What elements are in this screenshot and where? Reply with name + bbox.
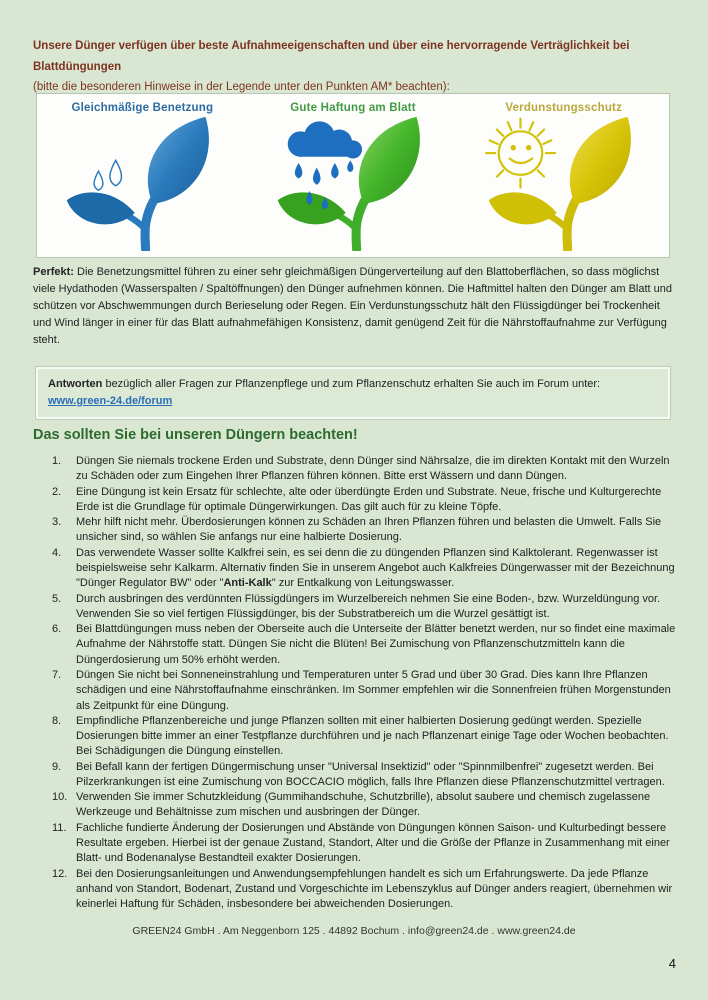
intro-header-line2: (bitte die besonderen Hinweise in der Legende unter den Punkten AM* beachten): (33, 81, 450, 94)
list-item-number: 10. (52, 791, 68, 804)
list-item-number: 9. (52, 760, 62, 773)
illustration-panel (36, 93, 670, 258)
list-item (36, 867, 678, 913)
list-item (36, 485, 678, 516)
green-plant-with-rain-cloud-icon (255, 115, 451, 251)
figure-verdunstung-title: Verdunstungsschutz (505, 102, 623, 114)
figure-benetzung (37, 94, 248, 257)
figure-verdunstung (458, 94, 669, 257)
footer-address: GREEN24 GmbH . Am Neggenborn 125 . 44892 Bochum . info@green24.de . www.green24.de (132, 925, 576, 937)
list-item-number: 8. (52, 714, 62, 727)
forum-label: Antworten (48, 378, 103, 390)
list-item-number: 5. (52, 592, 62, 605)
list-item (36, 622, 678, 668)
page-number: 4 (668, 956, 676, 971)
list-item-text: Das verwendete Wasser sollte Kalkfrei sein, es sei denn die zu düngenden Pflanzen sind Kalktolerant. Regenwasser ist beispielsweise sehr Kalkarm. Alternativ finden Sie in unserem Angebot auch Kalkfreies Düngerwasser mit der Bezeichnung "Dünger Regulator BW" oder "Anti-Kalk" zur Entkalkung von Leitungswasser. (76, 546, 675, 590)
perfekt-text: Die Benetzungsmittel führen zu einer sehr gleichmäßigen Düngerverteilung auf den Blattoberflächen, so dass möglichst viele Hydathoden (Wasserspalten / Spaltöffnungen) den Dünger aufnehmen können. Die Haftmittel halten den Dünger am Blatt und schützen vor Abschwemmungen durch Berieselung oder Regen. Ein Verdunstungsschutz hält den Flüssigdünger bei Trockenheit und Wind länger in einer für das Blatt aufnahmefähigen Konsistenz, damit genügend Zeit für die Nährstoffaufnahme zur Verfügung steht. (33, 266, 673, 347)
list-item (36, 714, 678, 760)
list-item-number: 6. (52, 623, 62, 636)
list-item (36, 760, 678, 791)
list-item-text: Bei Befall kann der fertigen Düngermischung unser "Universal Insektizid" oder "Spinnmilbenfrei" zugesetzt werden. Bei Pilzerkrankungen ist eine Zumischung von BOCCACIO möglich, falls Ihre Pflanzen diese Pflanzenschutzmittel vertragen. (76, 760, 665, 788)
figure-haftung-title: Gute Haftung am Blatt (290, 102, 416, 114)
list-item-text: Düngen Sie nicht bei Sonneneinstrahlung und Temperaturen unter 5 Grad und über 30 Grad. Dies kann Ihre Pflanzen schädigen und eine Nährstoffaufnahme einschränken. Im Sommer empfehlen wir die Sonnenfreien frühen Morgenstunden als Zeitpunkt für eine Düngung. (76, 668, 671, 712)
list-item (36, 515, 678, 546)
list-item-text: Empfindliche Pflanzenbereiche und junge Pflanzen sollten mit einer halbierten Dosierung gedüngt werden. Spezielle Dosierungen bitte immer an einer Testpflanze durchführen und je nach Pflanzenart einige Tage oder Wochen beobachten. Bei Schädigungen die Düngung einstellen. (76, 714, 669, 758)
list-item (36, 790, 678, 821)
list-item-number: 3. (52, 516, 62, 529)
intro-header (33, 36, 681, 98)
checklist-heading: Das sollten Sie bei unseren Düngern beachten! (33, 427, 358, 443)
list-item-number: 1. (52, 455, 62, 467)
list-item (36, 454, 678, 485)
list-item-number: 2. (52, 485, 62, 498)
forum-info-box (36, 367, 670, 419)
figure-benetzung-title: Gleichmäßige Benetzung (71, 102, 214, 114)
blue-plant-with-water-drops-icon (44, 115, 240, 251)
forum-link[interactable]: www.green-24.de/forum (48, 395, 173, 408)
list-item (36, 821, 678, 867)
list-item-text: Mehr hilft nicht mehr. Überdosierungen können zu Schäden an Ihren Pflanzen führen und belasten die Umwelt. Falls Sie unsicher sind, so wählen Sie anfangs nur eine halbierte Dosierung. (76, 516, 662, 544)
perfekt-label: Perfekt: (33, 266, 74, 278)
figure-haftung (248, 94, 459, 257)
list-item-number: 4. (52, 546, 62, 559)
list-item-text: Düngen Sie niemals trockene Erden und Substrate, denn Dünger sind Nährsalze, die im direkten Kontakt mit den Wurzeln zu Schäden oder zum Eingehen Ihrer Pflanzen führen können. Bitte erst Wässern und dann Düngen. (76, 455, 670, 483)
list-item-text: Fachliche fundierte Änderung der Dosierungen und Abstände von Düngungen können Saison- und Kulturbedingt bessere Resultate ergeben. Hierbei ist der genaue Zustand, Standort, Alter und die Größe der Pflanze in Zusammenhang mit einer Blatt- und Bodenanalyse Bestandteil exakter Dosierungen. (76, 821, 670, 865)
list-item-text: Bei Blattdüngungen muss neben der Oberseite auch die Unterseite der Blätter benetzt werden, nur so findet eine maximale Aufnahme der Nährstoffe statt. Düngen Sie nicht die Blüten! Bei Zumischung von Pflanzenschutzmitteln kann die Düngerdosierung um 50% erhöht werden. (76, 623, 676, 666)
list-item-text: Durch ausbringen des verdünnten Flüssigdüngers im Wurzelbereich nehmen Sie eine Boden-, bzw. Wurzeldüngung vor. Verwenden Sie so viel fertigen Flüssigdünger, bis der Substratbereich um die Wurzel gesättigt ist. (76, 592, 661, 620)
list-item-number: 7. (52, 668, 62, 681)
list-item (36, 546, 678, 592)
list-item (36, 592, 678, 623)
list-item-number: 11. (52, 821, 67, 834)
perfekt-paragraph (33, 264, 681, 349)
list-item (36, 668, 678, 714)
yellow-plant-with-sun-icon (466, 115, 662, 251)
checklist (36, 454, 678, 912)
list-item-number: 12. (52, 867, 68, 880)
intro-header-line1: Unsere Dünger verfügen über beste Aufnahmeeigenschaften und über eine hervorragende Verträglichkeit bei Blattdüngungen (33, 40, 630, 73)
list-item-text: Verwenden Sie immer Schutzkleidung (Gummihandschuhe, Schutzbrille), absolut saubere und chemisch zugelassene Werkzeuge und Behältnisse zum mischen und ausbringen der Dünger. (76, 791, 651, 819)
list-item-text: Bei den Dosierungsanleitungen und Anwendungsempfehlungen handelt es sich um Erfahrungswerte. Da jede Pflanze anhand von Standort, Bodenart, Zustand und Vorgeschichte im Lebenszyklus auf Dünger anders reagiert, übernehmen wir keinerlei Haftung für Schäden, insbesondere bei abweichenden Dosierungen. (76, 867, 673, 911)
list-item-text: Eine Düngung ist kein Ersatz für schlechte, alte oder überdüngte Erden und Substrate. Neue, frische und Kulturgerechte Erde ist die Grundlage für optimale Düngerwirkungen. Das gilt auch für zu kleine Töpfe. (76, 485, 662, 513)
forum-text: bezüglich aller Fragen zur Pflanzenpflege und zum Pflanzenschutz erhalten Sie auch im Forum unter: (102, 378, 601, 390)
